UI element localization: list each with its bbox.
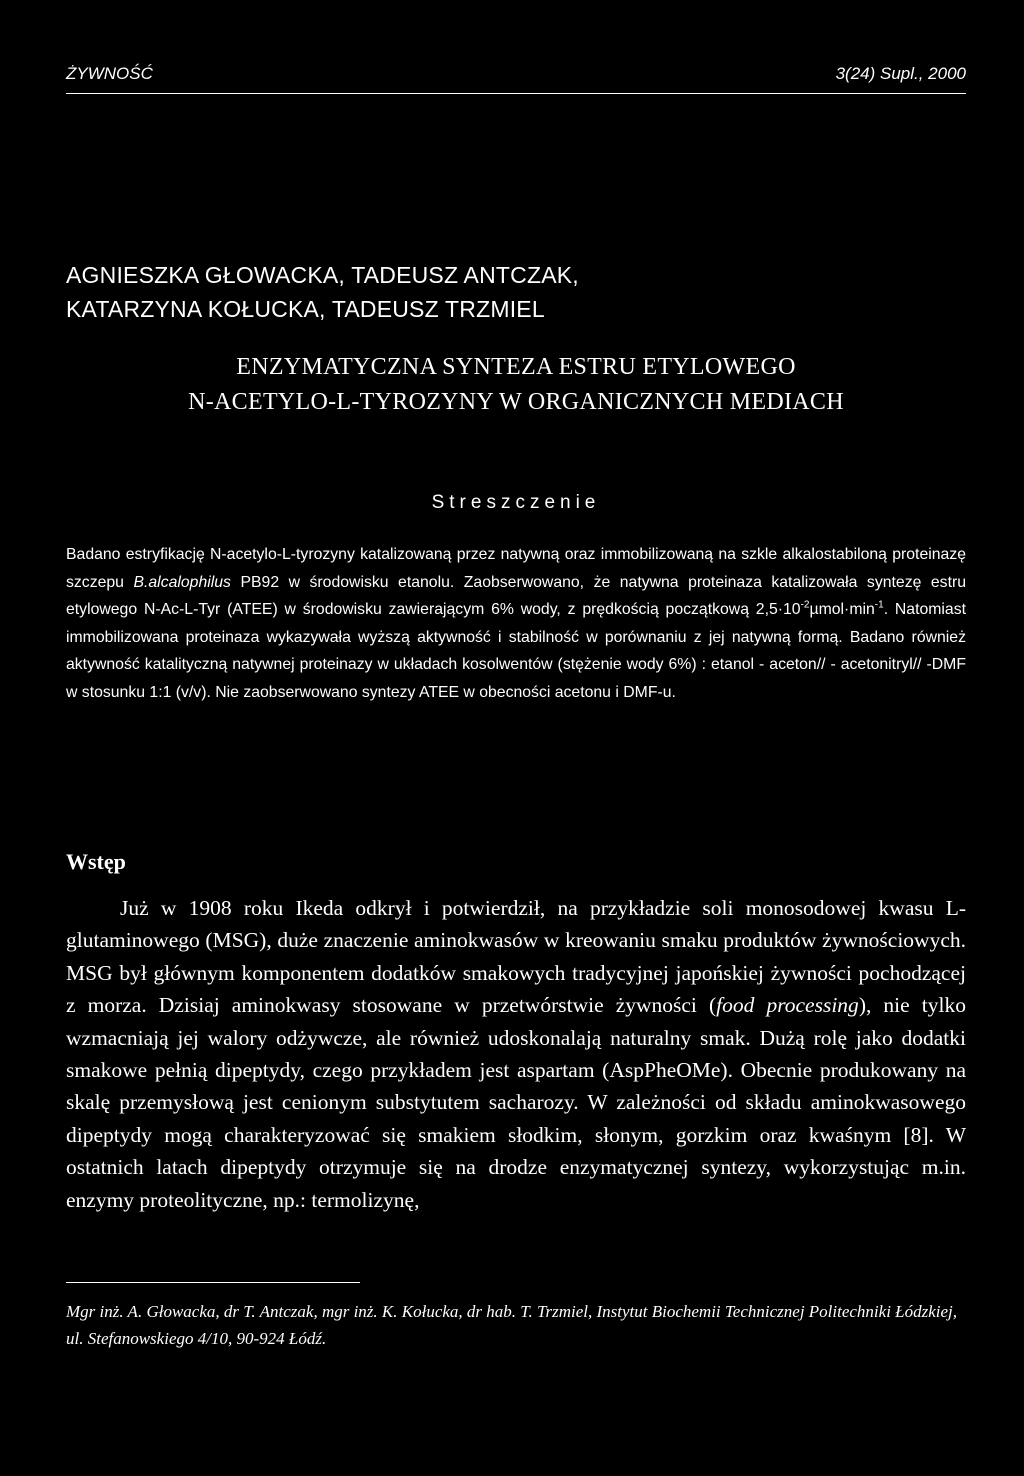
- author-line: AGNIESZKA GŁOWACKA, TADEUSZ ANTCZAK,: [66, 262, 579, 288]
- intro-paragraph: [66, 892, 966, 1216]
- abstract-part: PB92 w środowisku etanolu. Zaobserwowano, że natywna proteinaza katalizowała syntezę estru etylowego N-Ac-L-Tyr (ATEE) w środowisku zawierającym 6% wody, z prędkością początkową 2,5·10: [66, 573, 966, 619]
- italic-term: food processing: [716, 993, 859, 1018]
- author-affiliation-footnote: Mgr inż. A. Głowacka, dr T. Antczak, mgr inż. K. Kołucka, dr hab. T. Trzmiel, Instytut Biochemii Technicznej Politechniki Łódzkiej, ul. Stefanowskiego 4/10, 90-924 Łódź.: [66, 1302, 958, 1348]
- body-part: Już w 1908 roku Ikeda odkrył i potwierdził, na przykładzie soli monosodowej kwasu L-glutaminowego (MSG), duże znaczenie aminokwasów w kreowaniu smaku produktów żywnościowych. MSG był głównym komponentem dodatków smakowych tradycyjnej japońskiej żywności pochodzącej z morza. Dzisiaj aminokwasy stosowane w przetwórstwie żywności (: [66, 896, 966, 1018]
- abstract-part: µmol·min: [809, 601, 875, 619]
- abstract-heading: Streszczenie: [431, 492, 601, 513]
- exponent: -1: [874, 599, 884, 611]
- author-line: KATARZYNA KOŁUCKA, TADEUSZ TRZMIEL: [66, 296, 545, 322]
- abstract-part: Badano estryfikację N-acetylo-L-tyrozyny katalizowaną przez natywną oraz immobilizowaną na szkle alkalostabiloną proteinazę szczepu: [66, 546, 966, 591]
- header-divider: [66, 93, 966, 94]
- issue-info: 3(24) Supl., 2000: [835, 64, 966, 83]
- section-heading: Wstęp: [66, 849, 126, 874]
- body-part: ), nie tylko wzmacniają jej walory odżywcze, ale również udoskonalają naturalny smak. Dużą rolę jako dodatki smakowe pełnią dipeptydy, czego przykładem jest aspartam (AspPheOMe). Obecnie produkowany na skalę przemysłową jest cenionym substytutem sacharozy. W zależności od składu aminokwasowego dipeptydy mogą charakteryzować się smakiem słodkim, słonym, gorzkim oraz kwaśnym [8]. W ostatnich latach dipeptydy otrzymuje się na drodze enzymatycznej syntezy, wykorzystując m.in. enzymy proteolityczne, np.: termolizynę,: [66, 993, 966, 1212]
- running-header: [66, 64, 966, 92]
- footnote-divider: [66, 1282, 360, 1283]
- author-list: [66, 258, 966, 326]
- abstract-text: [66, 541, 966, 707]
- article-title: [66, 350, 966, 420]
- organism-name: B.alcalophilus: [133, 573, 231, 591]
- journal-name: ŻYWNOŚĆ: [66, 64, 153, 83]
- exponent: -2: [800, 599, 810, 611]
- abstract-part: . Natomiast immobilizowana proteinaza wykazywała wyższą aktywność i stabilność w porównaniu z jej natywną formą. Badano również aktywność katalityczną natywnej proteinazy w układach kosolwentów (stężenie wody 6%) : etanol - aceton// - acetonitryl// -DMF w stosunku 1:1 (v/v). Nie zaobserwowano syntezy ATEE w obecności acetonu i DMF-u.: [66, 601, 967, 701]
- title-line: ENZYMATYCZNA SYNTEZA ESTRU ETYLOWEGO: [236, 354, 796, 380]
- title-line: N-ACETYLO-L-TYROZYNY W ORGANICZNYCH MEDIACH: [188, 389, 844, 415]
